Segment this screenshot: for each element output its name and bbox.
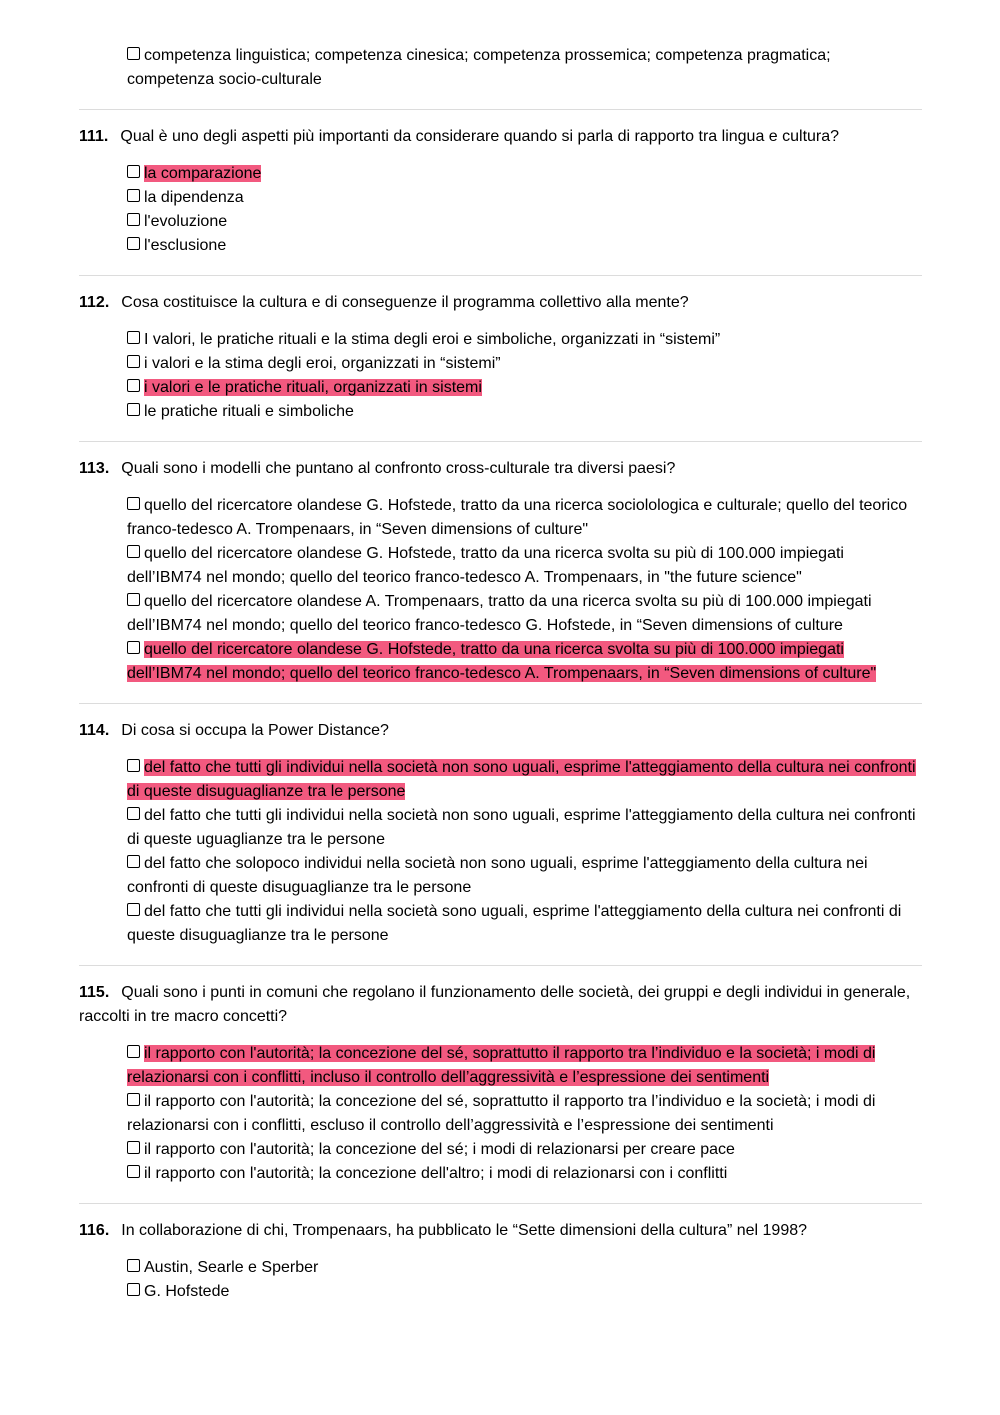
answer-option[interactable] (127, 1138, 922, 1162)
answer-option[interactable] (127, 542, 922, 590)
checkbox-icon[interactable] (127, 165, 140, 178)
answer-option[interactable] (127, 804, 922, 852)
checkbox-icon[interactable] (127, 189, 140, 202)
option-text: competenza linguistica; competenza cinesica; competenza prossemica; competenza pragmatica; competenza socio-culturale (127, 47, 831, 88)
separator (79, 1203, 922, 1204)
separator (79, 703, 922, 704)
answer-option[interactable] (127, 328, 922, 352)
question-text (79, 981, 922, 1029)
answer-option[interactable] (127, 186, 922, 210)
question-label: Qual è uno degli aspetti più importanti da considerare quando si parla di rapporto tra lingua e cultura? (120, 128, 840, 145)
checkbox-icon[interactable] (127, 1045, 140, 1058)
answer-option[interactable] (127, 1280, 922, 1304)
question-text (79, 1219, 922, 1243)
answer-option[interactable] (127, 852, 922, 900)
option-text: quello del ricercatore olandese G. Hofstede, tratto da una ricerca svolta su più di 100.000 impiegati dell’IBM74 nel mondo; quello del teorico franco-tedesco A. Trompenaars, in "the future science" (127, 545, 844, 586)
checkbox-icon[interactable] (127, 403, 140, 416)
answer-options (127, 328, 922, 424)
option-text: del fatto che solopoco individui nella società non sono uguali, esprime l'atteggiamento della cultura nei confronti di queste disuguaglianze tra le persone (127, 855, 868, 896)
answer-option[interactable] (127, 1042, 922, 1090)
checkbox-icon[interactable] (127, 237, 140, 250)
question-label: Quali sono i modelli che puntano al confronto cross-culturale tra diversi paesi? (121, 460, 676, 477)
question-text (79, 125, 922, 149)
answer-option[interactable] (127, 210, 922, 234)
option-text: quello del ricercatore olandese G. Hofstede, tratto da una ricerca sociolologica e culturale; quello del teorico franco-tedesco A. Trompenaars, in “Seven dimensions of culture" (127, 497, 908, 538)
question-number: 111. (79, 128, 109, 145)
separator (79, 441, 922, 442)
answer-options (127, 494, 922, 686)
checkbox-icon[interactable] (127, 355, 140, 368)
option-text: il rapporto con l'autorità; la concezione del sé; i modi di relazionarsi per creare pace (144, 1141, 735, 1158)
checkbox-icon[interactable] (127, 1165, 140, 1178)
checkbox-icon[interactable] (127, 1141, 140, 1154)
question-text (79, 719, 922, 743)
option-text: i valori e la stima degli eroi, organizzati in “sistemi” (144, 355, 501, 372)
question-number: 115. (79, 984, 110, 1001)
checkbox-icon[interactable] (127, 759, 140, 772)
checkbox-icon[interactable] (127, 1093, 140, 1106)
answer-option[interactable] (127, 400, 922, 424)
separator (79, 109, 922, 110)
option-text: I valori, le pratiche rituali e la stima degli eroi e simboliche, organizzati in “sistemi” (144, 331, 721, 348)
checkbox-icon[interactable] (127, 1259, 140, 1272)
checkbox-icon[interactable] (127, 641, 140, 654)
correct-answer-text: la comparazione (144, 165, 262, 182)
checkbox-icon[interactable] (127, 545, 140, 558)
answer-option[interactable] (127, 1162, 922, 1186)
checkbox-icon[interactable] (127, 213, 140, 226)
checkbox-icon[interactable] (127, 593, 140, 606)
question-label: Di cosa si occupa la Power Distance? (121, 722, 389, 739)
answer-option[interactable] (127, 376, 922, 400)
correct-answer-text: il rapporto con l'autorità; la concezione del sé, soprattutto il rapporto tra l’individuo e la società; i modi di relazionarsi con i conflitti, incluso il controllo dell’aggressività e l’espressione dei sentimenti (127, 1045, 876, 1086)
question-label: In collaborazione di chi, Trompenaars, ha pubblicato le “Sette dimensioni della cultura” nel 1998? (121, 1222, 808, 1239)
answer-option[interactable] (127, 1090, 922, 1138)
question-block (79, 719, 922, 966)
answer-option[interactable] (127, 1256, 922, 1280)
answer-option[interactable] (127, 234, 922, 258)
separator (79, 965, 922, 966)
correct-answer-text: i valori e le pratiche rituali, organizzati in sistemi (144, 379, 482, 396)
answer-option[interactable] (127, 44, 922, 92)
answer-option[interactable] (127, 590, 922, 638)
checkbox-icon[interactable] (127, 807, 140, 820)
option-text: l'esclusione (144, 237, 227, 254)
checkbox-icon[interactable] (127, 331, 140, 344)
checkbox-icon[interactable] (127, 1283, 140, 1296)
option-text: il rapporto con l'autorità; la concezione del sé, soprattutto il rapporto tra l’individuo e la società; i modi di relazionarsi con i conflitti, escluso il controllo dell’aggressività e l’espressione dei sentimenti (127, 1093, 876, 1134)
question-label: Cosa costituisce la cultura e di conseguenze il programma collettivo alla mente? (121, 294, 689, 311)
question-number: 114. (79, 722, 110, 739)
answer-option[interactable] (127, 162, 922, 186)
answer-option[interactable] (127, 352, 922, 376)
answer-option[interactable] (127, 900, 922, 948)
checkbox-icon[interactable] (127, 855, 140, 868)
question-block (79, 457, 922, 704)
question-block (79, 981, 922, 1204)
question-number: 116. (79, 1222, 110, 1239)
option-text: quello del ricercatore olandese A. Trompenaars, tratto da una ricerca svolta su più di 100.000 impiegati dell’IBM74 nel mondo; quello del teorico franco-tedesco G. Hofstede, in “Seven dimensions of culture (127, 593, 872, 634)
question-list (79, 125, 922, 1304)
option-text: la dipendenza (144, 189, 244, 206)
intro-options (127, 44, 922, 92)
answer-option[interactable] (127, 494, 922, 542)
question-block (79, 291, 922, 442)
answer-option[interactable] (127, 638, 922, 686)
answer-option[interactable] (127, 756, 922, 804)
question-text (79, 291, 922, 315)
option-text: G. Hofstede (144, 1283, 230, 1300)
correct-answer-text: del fatto che tutti gli individui nella società non sono uguali, esprime l'atteggiamento della cultura nei confronti di queste disuguaglianze tra le persone (127, 759, 916, 800)
option-text: del fatto che tutti gli individui nella società sono uguali, esprime l'atteggiamento della cultura nei confronti di queste disuguaglianze tra le persone (127, 903, 902, 944)
option-text: l'evoluzione (144, 213, 228, 230)
answer-options (127, 1256, 922, 1304)
separator (79, 275, 922, 276)
question-number: 112. (79, 294, 110, 311)
option-text: le pratiche rituali e simboliche (144, 403, 354, 420)
option-text: Austin, Searle e Sperber (144, 1259, 319, 1276)
question-text (79, 457, 922, 481)
question-number: 113. (79, 460, 110, 477)
option-text: del fatto che tutti gli individui nella società non sono uguali, esprime l'atteggiamento della cultura nei confronti di queste uguaglianze tra le persone (127, 807, 916, 848)
option-text: il rapporto con l'autorità; la concezione dell'altro; i modi di relazionarsi con i conflitti (144, 1165, 728, 1182)
question-block (79, 125, 922, 276)
question-label: Quali sono i punti in comuni che regolano il funzionamento delle società, dei gruppi e degli individui in generale, raccolti in tre macro concetti? (79, 984, 911, 1025)
correct-answer-text: quello del ricercatore olandese G. Hofstede, tratto da una ricerca svolta su più di 100.000 impiegati dell’IBM74 nel mondo; quello del teorico franco-tedesco A. Trompenaars, in “Seven dimensions of culture" (127, 641, 877, 682)
quiz-page (79, 44, 922, 1304)
answer-options (127, 162, 922, 258)
answer-options (127, 756, 922, 948)
answer-options (127, 1042, 922, 1186)
checkbox-icon[interactable] (127, 903, 140, 916)
checkbox-icon[interactable] (127, 379, 140, 392)
checkbox-icon[interactable] (127, 497, 140, 510)
checkbox-icon[interactable] (127, 47, 140, 60)
question-block (79, 1219, 922, 1304)
